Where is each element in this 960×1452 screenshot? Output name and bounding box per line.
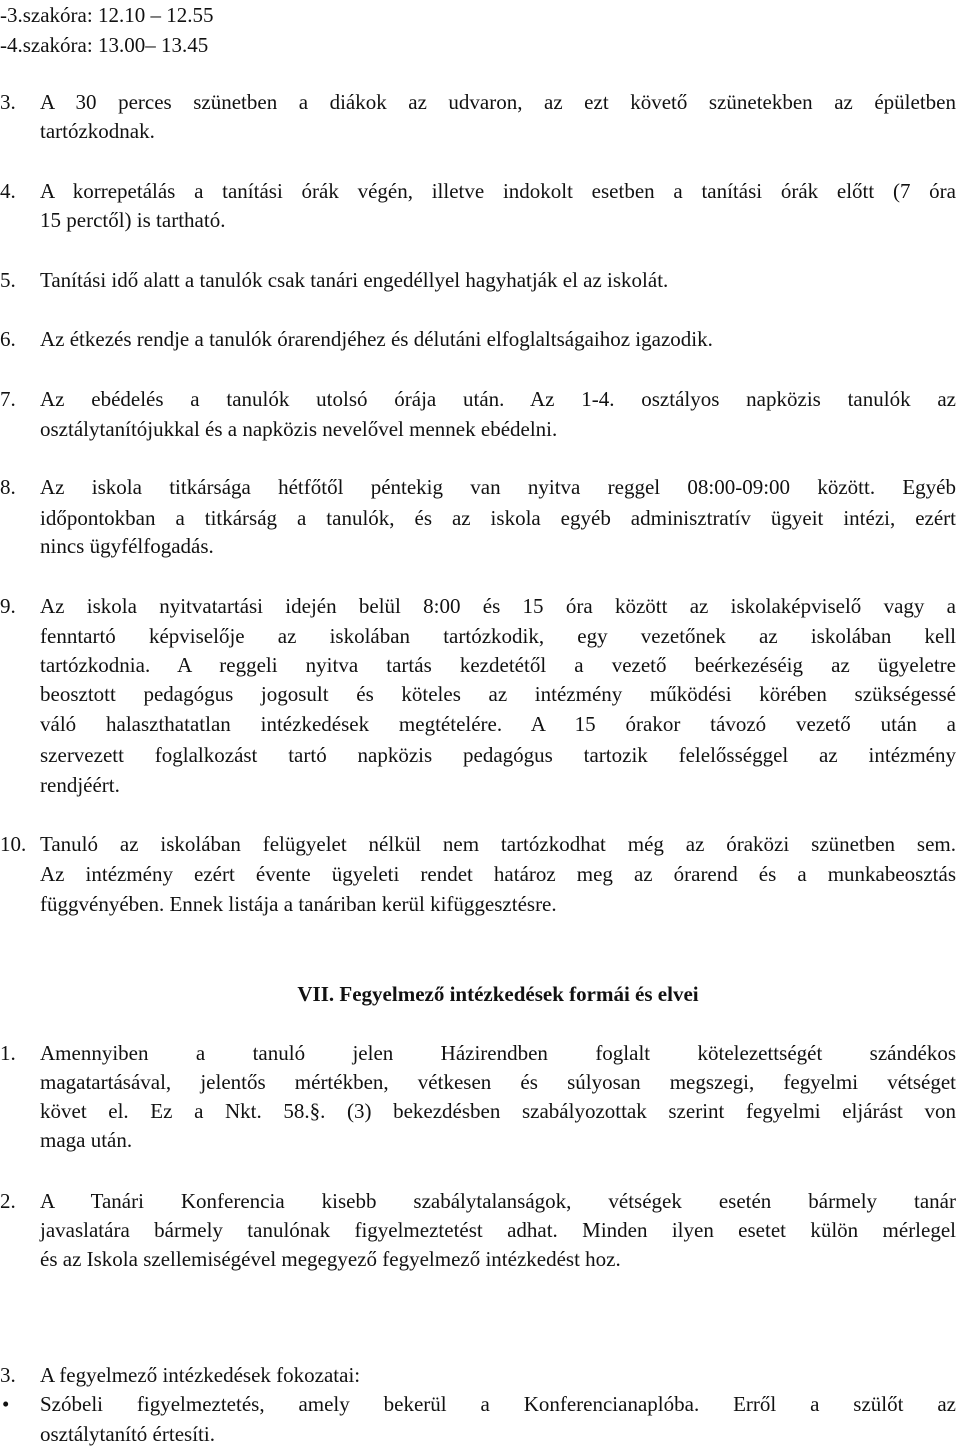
item-number: 6. bbox=[0, 327, 16, 351]
item-line: Tanuló az iskolában felügyelet nélkül nem tartózkodhat még az óraközi szünetben sem. bbox=[40, 832, 956, 856]
item-line: 15 perctől) is tartható. bbox=[40, 208, 226, 232]
item-number: 2. bbox=[0, 1189, 16, 1213]
item-line: A 30 perces szünetben a diákok az udvaron, az ezt követő szünetekben az épületben bbox=[40, 90, 956, 114]
item-line: szervezett foglalkozást tartó napközis pedagógus tartozik felelősséggel az intézmény bbox=[40, 743, 956, 767]
item-line: tartózkodnak. bbox=[40, 119, 155, 143]
item-line: rendjéért. bbox=[40, 773, 120, 797]
item-number: 7. bbox=[0, 387, 16, 411]
item-line: tartózkodnia. A reggeli nyitva tartás kezdetétől a vezető beérkezéséig az ügyeletre bbox=[40, 653, 956, 677]
item-line: A fegyelmező intézkedések fokozatai: bbox=[40, 1363, 361, 1387]
item-line: Az ebédelés a tanulók utolsó órája után. Az 1-4. osztályos napközis tanulók az bbox=[40, 387, 956, 411]
document-page: -3.szakóra: 12.10 – 12.55 -4.szakóra: 13.00– 13.45 3. A 30 perces szünetben a diákok az udvaron, az ezt követő szünetekben az épületben tartózkodnak. 4. A korrepetálás a tanítási órák végén, illetve indokolt esetben a tanítási órák előtt (7 óra 15 perctől) is tartható. 5. Tanítási idő alatt a tanulók csak tanári engedéllyel hagyhatják el az iskolát. 6. Az étkezés rendje a tanulók órarendjéhez és délutáni elfoglaltságaihoz igazodik. 7. Az ebédelés a tanulók utolsó órája után. Az 1-4. osztályos napközis tanulók az osztálytanítójukkal és a napközis nevelővel mennek ebédelni. 8. Az iskola titkársága hétfőtől péntekig van nyitva reggel 08:00-09:00 között. Egyéb időpontokban a titkárság a tanulók, és az iskola egyéb adminisztratív ügyeit intézi, ezért nincs ügyfélfogadás. 9. Az iskola nyitvatartási idején belül 8:00 és 15 óra között az iskolaképviselő vagy a fenntartó képviselője az iskolában tartózkodik, egy vezetőnek az iskolában kell tartózkodnia. A reggeli nyitva tartás kezdetétől a vezető beérkezéséig az ügyeletre beosztott pedagógus jogosult és köteles az intézmény működési körében szükségessé váló halaszthatatlan intézkedések megtételére. A 15 órakor távozó vezető után a szervezett foglalkozást tartó napközis pedagógus tartozik felelősséggel az intézmény rendjéért. 10. Tanuló az iskolában felügyelet nélkül nem tartózkodhat még az óraközi szünetben sem. Az intézmény ezért évente ügyeleti rendet határoz meg az órarend és a munkabeosztás függvényében. Ennek listája a tanáriban kerül kifüggesztésre. VII. Fegyelmező intézkedések formái és elvei 1. Amennyiben a tanuló jelen Házirendben foglalt kötelezettségét szándékos magatartásával, jelentős mértékben, vétkesen és súlyosan megszegi, fegyelmi vétséget követ el. Ez a Nkt. 58.§. (3) bekezdésben szabályozottak szerint fegyelmi eljárást von maga után. 2. A Tanári Konferencia kisebb szabálytalanságok, vétségek esetén bármely tanár javaslatára bármely tanulónak figyelmeztetést adhat. Minden ilyen esetet külön mérlegel és az Iskola szellemiségével megegyező fegyelmező intézkedést hoz. 3. A fegyelmező intézkedések fokozatai: • Szóbeli figyelmeztetés, amely bekerül a Konferencianaplóba. Erről a szülőt az osztálytanító értesíti. bbox=[0, 0, 960, 1452]
item-number: 3. bbox=[0, 1363, 16, 1387]
section-heading: VII. Fegyelmező intézkedések formái és elvei bbox=[297, 982, 699, 1006]
item-number: 5. bbox=[0, 268, 16, 292]
item-line: Amennyiben a tanuló jelen Házirendben foglalt kötelezettségét szándékos bbox=[40, 1041, 956, 1065]
item-line: Az étkezés rendje a tanulók órarendjéhez és délutáni elfoglaltságaihoz igazodik. bbox=[40, 327, 713, 351]
item-number: 3. bbox=[0, 90, 16, 114]
item-line: magatartásával, jelentős mértékben, vétkesen és súlyosan megszegi, fegyelmi vétséget bbox=[40, 1070, 956, 1094]
item-line: Az iskola titkársága hétfőtől péntekig van nyitva reggel 08:00-09:00 között. Egyéb bbox=[40, 475, 956, 499]
item-number: 9. bbox=[0, 594, 16, 618]
item-line: nincs ügyfélfogadás. bbox=[40, 534, 214, 558]
item-line: A korrepetálás a tanítási órák végén, illetve indokolt esetben a tanítási órák előtt (7 óra bbox=[40, 179, 956, 203]
item-line: javaslatára bármely tanulónak figyelmeztetést adhat. Minden ilyen esetet külön mérlegel bbox=[40, 1218, 956, 1242]
item-number: 10. bbox=[0, 832, 27, 856]
item-line: beosztott pedagógus jogosult és köteles az intézmény működési körében szükségessé bbox=[40, 682, 956, 706]
item-line: Az iskola nyitvatartási idején belül 8:00 és 15 óra között az iskolaképviselő vagy a bbox=[40, 594, 956, 618]
item-line: A Tanári Konferencia kisebb szabálytalanságok, vétségek esetén bármely tanár bbox=[40, 1189, 956, 1213]
item-line: fenntartó képviselője az iskolában tartózkodik, egy vezetőnek az iskolában kell bbox=[40, 624, 956, 648]
item-line: váló halaszthatatlan intézkedések megtételére. A 15 órakor távozó vezető után a bbox=[40, 712, 956, 736]
item-number: 4. bbox=[0, 179, 16, 203]
item-line: osztálytanítójukkal és a napközis nevelővel mennek ebédelni. bbox=[40, 417, 558, 441]
item-line: Az intézmény ezért évente ügyeleti rendet határoz meg az órarend és a munkabeosztás bbox=[40, 862, 956, 886]
item-line: követ el. Ez a Nkt. 58.§. (3) bekezdésben szabályozottak szerint fegyelmi eljárást von bbox=[40, 1099, 956, 1123]
item-line: Szóbeli figyelmeztetés, amely bekerül a Konferencianaplóba. Erről a szülőt az bbox=[40, 1392, 956, 1416]
item-line: időpontokban a titkárság a tanulók, és az iskola egyéb adminisztratív ügyeit intézi, ezért bbox=[40, 506, 956, 530]
item-number: 8. bbox=[0, 475, 16, 499]
bullet-icon: • bbox=[2, 1392, 10, 1416]
item-line: Tanítási idő alatt a tanulók csak tanári engedéllyel hagyhatják el az iskolát. bbox=[40, 268, 669, 292]
item-line: és az Iskola szellemiségével megegyező fegyelmező intézkedést hoz. bbox=[40, 1247, 621, 1271]
item-line: függvényében. Ennek listája a tanáriban kerül kifüggesztésre. bbox=[40, 892, 557, 916]
item-line: osztálytanító értesíti. bbox=[40, 1422, 215, 1446]
item-line: maga után. bbox=[40, 1128, 133, 1152]
item-number: 1. bbox=[0, 1041, 16, 1065]
